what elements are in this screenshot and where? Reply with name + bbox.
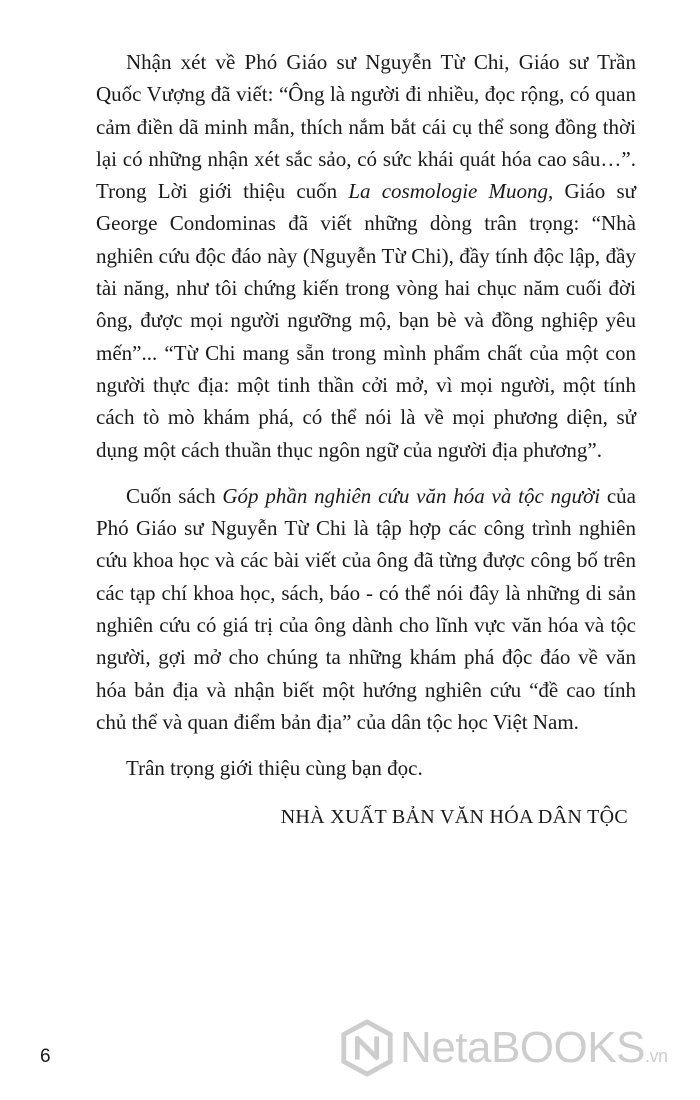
paragraph-3: Trân trọng giới thiệu cùng bạn đọc. <box>126 756 423 781</box>
netabooks-logo-icon <box>338 1019 396 1077</box>
watermark-text <box>400 1023 667 1073</box>
paragraph-1 <box>96 46 636 466</box>
paragraph-2 <box>96 480 636 738</box>
watermark-brand: NetaBOOKS <box>400 1023 645 1072</box>
watermark-suffix: .vn <box>644 1046 668 1066</box>
paragraph-1-rest: , Giáo sư George Condominas đã viết những dòng trân trọng: “Nhà nghiên cứu độc đáo này (Nguyễn Từ Chi), đầy tính độc lập, đầy tài năng, như tôi chứng kiến trong vòng hai chục năm cuối đời ông, được mọi người ngưỡng mộ, bạn bè và đồng nghiệp yêu mến”... “Từ Chi mang sẵn trong mình phẩm chất của một con người thực địa: một tinh thần cởi mở, vì mọi người, một tính cách tò mò khám phá, có thể nói là về mọi phương diện, sử dụng một cách thuần thục ngôn ngữ của người địa phương”. <box>96 179 637 462</box>
book-title-la-cosmologie: La cosmologie Muong <box>348 179 549 204</box>
paragraph-1-text: Nhận xét về Phó Giáo sư Nguyễn Từ Chi, Giáo sư Trần Quốc Vượng đã viết: “Ông là người đi nhiều, đọc rộng, có quan cảm điền dã minh mẫn, thích nắm bắt cái cụ thể song đồng thời lại có những nhận xét sắc sảo, có sức khái quát hóa cao sâu…”. Trong Lời giới thiệu cuốn <box>96 50 636 204</box>
paragraph-2-rest: của Phó Giáo sư Nguyễn Từ Chi là tập hợp các công trình nghiên cứu khoa học và các bài viết của ông đã từng được công bố trên các tạp chí khoa học, sách, báo - có thể nói đây là những di sản nghiên cứu có giá trị của ông dành cho lĩnh vực văn hóa và tộc người, gợi mở cho chúng ta những khám phá độc đáo về văn hóa bản địa và nhận biết một hướng nghiên cứu “đề cao tính chủ thể và quan điểm bản địa” của dân tộc học Việt Nam. <box>96 483 636 734</box>
book-title-gop-phan: Góp phần nghiên cứu văn hóa và tộc người <box>222 483 601 508</box>
paragraph-2-start: Cuốn sách <box>126 483 223 508</box>
page-number: 6 <box>40 1046 51 1067</box>
publisher-signature: NHÀ XUẤT BẢN VĂN HÓA DÂN TỘC <box>280 806 628 828</box>
watermark <box>338 1018 678 1078</box>
body-text <box>96 46 636 785</box>
